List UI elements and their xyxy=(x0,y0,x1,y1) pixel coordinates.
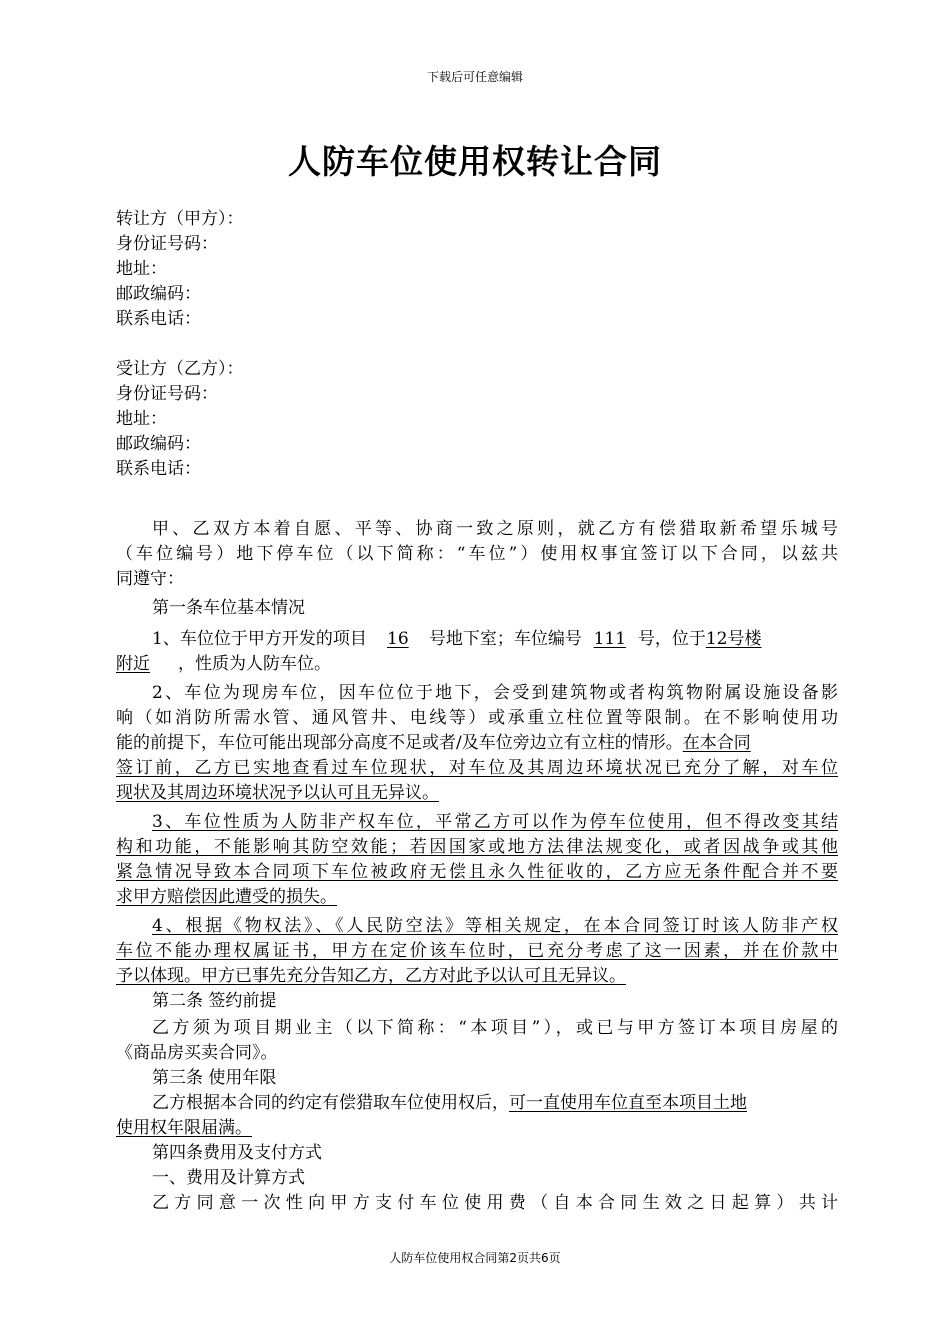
party-a-postcode-label: 邮政编码： xyxy=(116,284,201,304)
party-a-phone-label: 联系电话： xyxy=(116,309,201,329)
space-number-field: 111 xyxy=(593,629,627,649)
item1-text-2: 号地下室；车位编号 xyxy=(428,629,582,649)
party-b-postcode-label: 邮政编码： xyxy=(116,434,201,454)
party-b-block xyxy=(116,357,838,482)
item2-line-5: 现状及其周边环境状况予以认可且无异议。 xyxy=(116,783,439,803)
document-title: 人防车位使用权转让合同 xyxy=(288,142,662,181)
item2-line-3 xyxy=(116,731,838,756)
article1-heading: 第一条车位基本情况 xyxy=(152,598,305,618)
party-b-address-label: 地址： xyxy=(116,409,167,429)
article2-line-2: 《商品房买卖合同》。 xyxy=(116,1043,278,1063)
article1-item2 xyxy=(116,681,838,806)
article1-item3 xyxy=(116,810,838,910)
item3-line-4: 求甲方赔偿因此遭受的损失。 xyxy=(116,887,337,907)
article1-item1-line1 xyxy=(116,627,838,652)
item2-line-3-plain: 能的前提下，车位可能出现部分高度不足或者/及车位旁边立有立柱的情形。 xyxy=(116,733,683,753)
party-a-address-label: 地址： xyxy=(116,259,167,279)
party-b-label: 受让方（乙方）： xyxy=(116,359,244,379)
intro-line-2: （车位编号）地下停车位（以下简称：“车位”）使用权事宜签订以下合同，以兹共 xyxy=(116,544,838,564)
intro-paragraph xyxy=(116,517,838,592)
article1-item1-line2 xyxy=(116,652,838,677)
article3-line-2: 使用权年限届满。 xyxy=(116,1118,252,1138)
item4-line-3: 予以体现。甲方已事先充分告知乙方，乙方对此予以认可且无异议。 xyxy=(116,966,626,986)
party-a-id-label: 身份证号码： xyxy=(116,234,218,254)
item3-line-1: 3、车位性质为人防非产权车位，平常乙方可以作为停车位使用，但不得改变其结 xyxy=(152,812,838,832)
project-number-field: 16 xyxy=(387,629,409,649)
item3-line-2: 构和功能，不能影响其防空效能；若因国家或地方法律法规变化，或者因战争或其他 xyxy=(116,837,838,857)
article4-sub-heading: 一、费用及计算方式 xyxy=(152,1168,305,1188)
article1-item4 xyxy=(116,914,838,989)
item2-line-1: 2、车位为现房车位，因车位位于地下，会受到建筑物或者构筑物附属设施设备影 xyxy=(152,683,838,703)
document-body xyxy=(116,207,838,1216)
page-footer: 人防车位使用权合同第2页共6页 xyxy=(389,1251,561,1265)
party-a-block xyxy=(116,207,838,332)
article4-line-1: 乙方同意一次性向甲方支付车位使用费（自本合同生效之日起算）共计 xyxy=(152,1193,838,1213)
article2-heading: 第二条 签约前提 xyxy=(152,991,277,1011)
item4-line-1: 4、根据《物权法》、《人民防空法》等相关规定，在本合同签订时该人防非产权 xyxy=(152,916,838,936)
item1-text-1: 1、车位位于甲方开发的项目 xyxy=(152,629,367,649)
party-a-label: 转让方（甲方）： xyxy=(116,209,244,229)
article3-heading: 第三条 使用年限 xyxy=(152,1068,277,1088)
article4-heading: 第四条费用及支付方式 xyxy=(152,1143,322,1163)
article2-line-1: 乙方须为项目期业主（以下简称：“本项目”），或已与甲方签订本项目房屋的 xyxy=(152,1018,838,1038)
intro-line-3: 同遵守： xyxy=(116,569,184,589)
article3-line-1-underlined: 可一直使用车位直至本项目土地 xyxy=(509,1093,747,1113)
item4-line-2: 车位不能办理权属证书，甲方在定价该车位时，已充分考虑了这一因素，并在价款中 xyxy=(116,941,838,961)
item2-line-4: 签订前，乙方已实地查看过车位现状，对车位及其周边环境状况已充分了解，对车位 xyxy=(116,758,838,778)
party-b-id-label: 身份证号码： xyxy=(116,384,218,404)
item3-line-3: 紧急情况导致本合同项下车位被政府无偿且永久性征收的，乙方应无条件配合并不要 xyxy=(116,862,838,882)
item2-line-3-underlined: 在本合同 xyxy=(682,733,751,753)
item1-text-3: 号，位于 xyxy=(637,629,706,649)
location-field-1: 12号楼 xyxy=(705,629,762,649)
header-note: 下载后可任意编辑 xyxy=(426,70,523,84)
article3-line-1 xyxy=(116,1091,838,1116)
location-field-2: 附近 xyxy=(116,654,150,674)
intro-line-1: 甲、乙双方本着自愿、平等、协商一致之原则，就乙方有偿猎取新希望乐城号 xyxy=(152,519,838,539)
item2-line-2: 响（如消防所需水管、通风管井、电线等）或承重立柱位置等限制。在不影响使用功 xyxy=(116,708,838,728)
item1-text-4: ，性质为人防车位。 xyxy=(178,654,331,674)
party-b-phone-label: 联系电话： xyxy=(116,459,201,479)
article3-line-1-plain: 乙方根据本合同的约定有偿猎取车位使用权后， xyxy=(152,1093,509,1113)
